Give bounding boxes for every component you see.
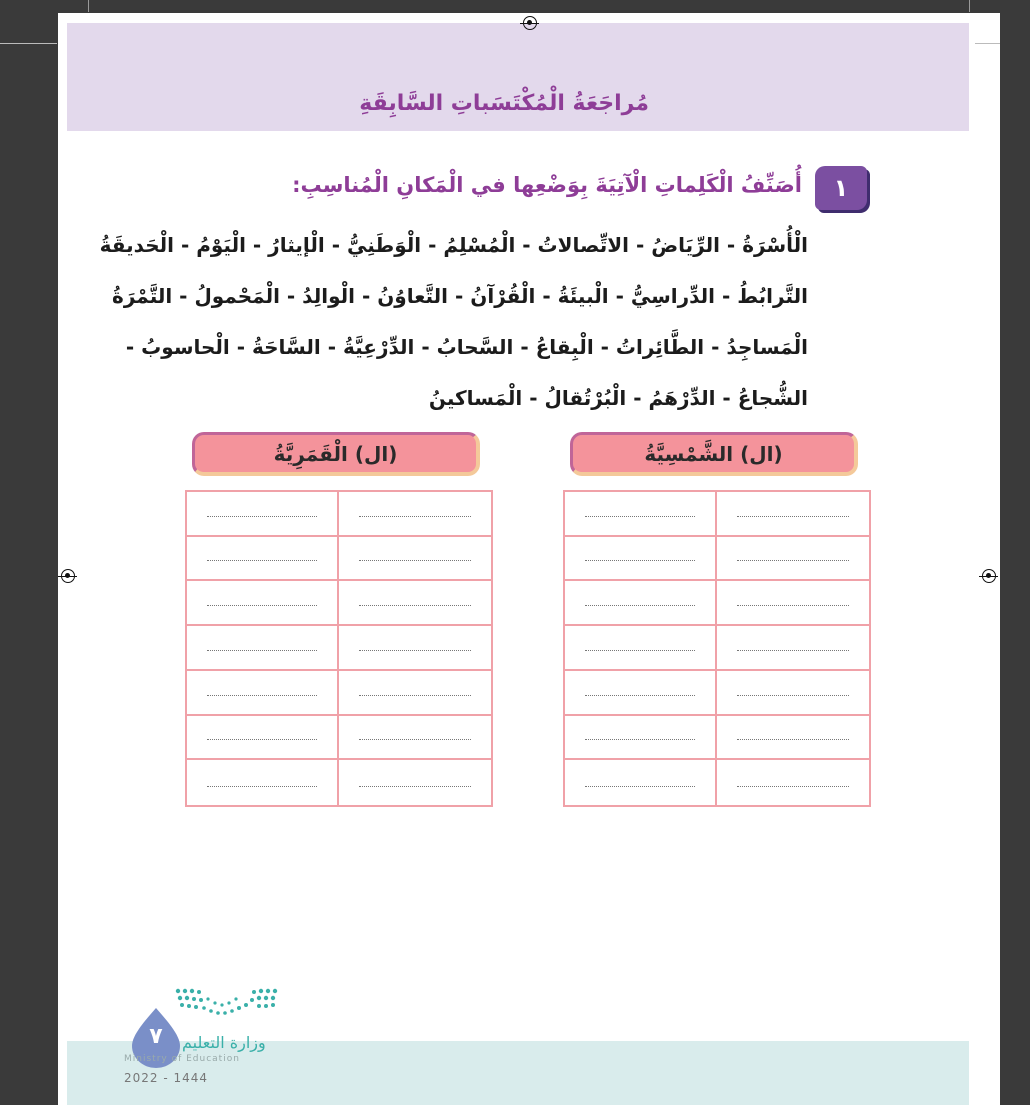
- answer-blank-cell[interactable]: [339, 716, 491, 761]
- answer-blank-cell[interactable]: [565, 581, 717, 626]
- answer-blank-cell[interactable]: [187, 537, 339, 582]
- answer-blank-cell[interactable]: [187, 760, 339, 805]
- answer-blank-cell[interactable]: [565, 626, 717, 671]
- question-prompt: أُصَنِّفُ الْكَلِماتِ الْآتِيَةَ بِوَضْعِها في الْمَكانِ الْمُناسِبِ:: [292, 173, 802, 197]
- answer-blank-cell[interactable]: [717, 537, 869, 582]
- answer-blank-cell[interactable]: [339, 671, 491, 716]
- answer-blank-cell[interactable]: [565, 716, 717, 761]
- section-banner: [67, 23, 969, 131]
- word-line: الشُّجاعُ - الدِّرْهَمُ - الْبُرْتُقالُ - الْمَساكينُ: [428, 386, 808, 410]
- word-list: [99, 220, 808, 424]
- answer-blank-cell[interactable]: [717, 671, 869, 716]
- answer-blank-cell[interactable]: [187, 581, 339, 626]
- crop-mark: [88, 0, 89, 12]
- answer-blank-cell[interactable]: [565, 760, 717, 805]
- word-line: الْمَساجِدُ - الطَّائِراتُ - الْبِقاعُ - السَّحابُ - الدِّرْعِيَّةُ - السَّاحَةُ - الْحاسوبُ -: [125, 335, 808, 359]
- answer-blank-cell[interactable]: [339, 760, 491, 805]
- edition-year: 2022 - 1444: [124, 1071, 209, 1085]
- answer-blank-cell[interactable]: [339, 537, 491, 582]
- shamsiya-table: [563, 490, 871, 807]
- crop-mark: [975, 43, 1000, 44]
- word-line: التَّرابُطُ - الدِّراسِيُّ - الْبيئَةُ - الْقُرْآنُ - التَّعاوُنُ - الْوالِدُ - الْمَحْمولُ - التَّمْرَةُ: [112, 284, 808, 308]
- answer-blank-cell[interactable]: [717, 492, 869, 537]
- section-title: مُراجَعَةُ الْمُكْتَسَباتِ السَّابِقَةِ: [359, 91, 649, 116]
- ministry-name-english: Ministry of Education: [124, 1054, 240, 1064]
- shamsiya-header: (ال) الشَّمْسِيَّةُ: [570, 432, 858, 476]
- qamariya-header: (ال) الْقَمَرِيَّةُ: [192, 432, 480, 476]
- qamariya-table: [185, 490, 493, 807]
- answer-blank-cell[interactable]: [717, 716, 869, 761]
- answer-blank-cell[interactable]: [187, 716, 339, 761]
- question-number-badge: ١: [815, 166, 867, 210]
- ministry-name-arabic: وزارة التعليم: [182, 1033, 266, 1052]
- crop-mark: [969, 0, 970, 12]
- answer-blank-cell[interactable]: [717, 626, 869, 671]
- answer-blank-cell[interactable]: [187, 626, 339, 671]
- word-line: الْأُسْرَةُ - الرِّيَاضُ - الاتِّصالاتُ - الْمُسْلِمُ - الْوَطَنِيُّ - الْإيثارُ - الْيَوْمُ - الْحَديقَةُ: [99, 233, 808, 257]
- answer-blank-cell[interactable]: [187, 671, 339, 716]
- answer-blank-cell[interactable]: [565, 492, 717, 537]
- crop-mark: [0, 43, 57, 44]
- answer-blank-cell[interactable]: [717, 760, 869, 805]
- answer-blank-cell[interactable]: [565, 671, 717, 716]
- registration-mark-icon: [61, 569, 75, 583]
- answer-blank-cell[interactable]: [187, 492, 339, 537]
- answer-blank-cell[interactable]: [339, 626, 491, 671]
- worksheet-page: [58, 13, 1000, 1105]
- page-number: ٧: [149, 1024, 163, 1049]
- registration-mark-icon: [523, 16, 537, 30]
- answer-blank-cell[interactable]: [565, 537, 717, 582]
- answer-blank-cell[interactable]: [339, 581, 491, 626]
- registration-mark-icon: [982, 569, 996, 583]
- answer-blank-cell[interactable]: [339, 492, 491, 537]
- answer-blank-cell[interactable]: [717, 581, 869, 626]
